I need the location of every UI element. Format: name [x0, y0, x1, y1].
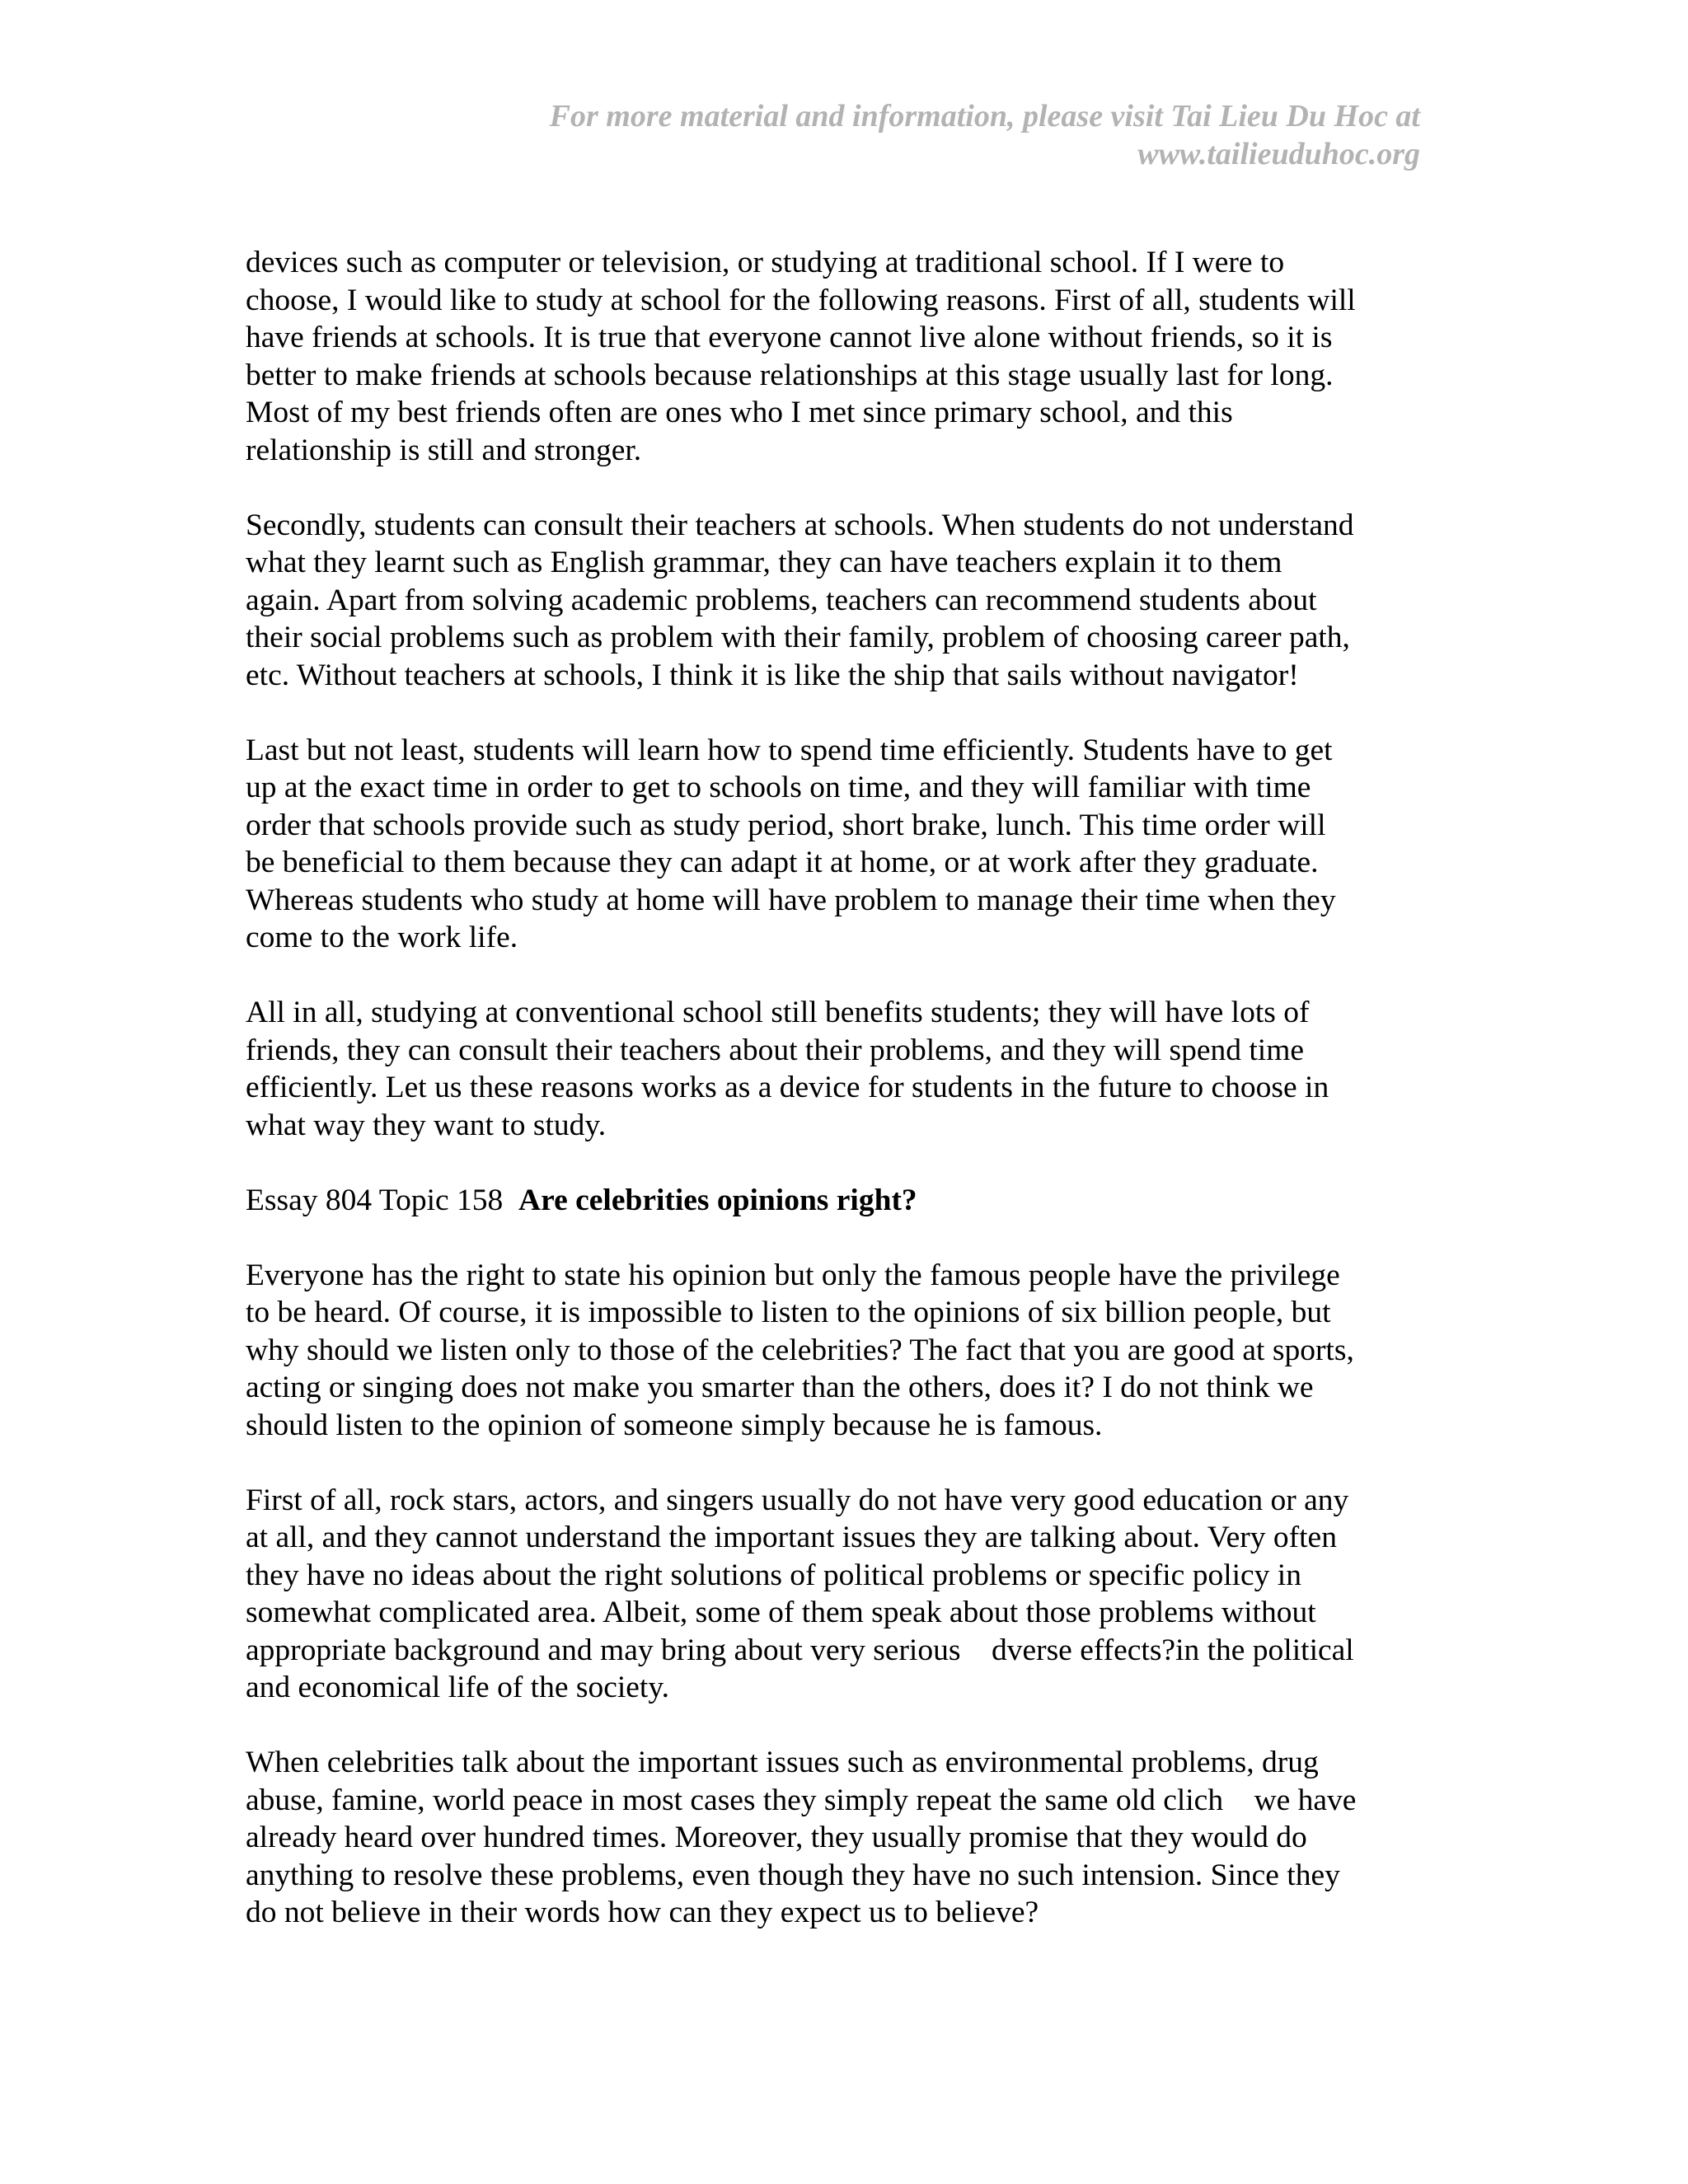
- essay-heading-line: [246, 1182, 1432, 1220]
- essay-title: Are celebrities opinions right?: [518, 1183, 917, 1217]
- text-line: should listen to the opinion of someone simply because he is famous.: [246, 1408, 1103, 1442]
- text-line: choose, I would like to study at school for the following reasons. First of all, students will: [246, 283, 1356, 317]
- text-line: why should we listen only to those of the celebrities? The fact that you are good at sports,: [246, 1333, 1354, 1367]
- text-line: devices such as computer or television, or studying at traditional school. If I were to: [246, 246, 1285, 279]
- paragraph-issues: [246, 1744, 1432, 1932]
- paragraph-friends: [246, 244, 1432, 469]
- text-line: again. Apart from solving academic problems, teachers can recommend students about: [246, 583, 1317, 617]
- text-line: they have no ideas about the right solutions of political problems or specific policy in: [246, 1558, 1301, 1592]
- text-line: and economical life of the society.: [246, 1671, 670, 1704]
- page-header: [349, 97, 1420, 173]
- text-line: what they learnt such as English grammar, they can have teachers explain it to them: [246, 546, 1282, 579]
- text-line: already heard over hundred times. Moreover, they usually promise that they would do: [246, 1821, 1307, 1854]
- text-line: better to make friends at schools because relationships at this stage usually last for long.: [246, 358, 1334, 392]
- header-website: www.tailieuduhoc.org: [1137, 137, 1420, 171]
- text-line: When celebrities talk about the important issues such as environmental problems, drug: [246, 1746, 1319, 1779]
- essay-number: Essay 804 Topic 158: [246, 1183, 504, 1217]
- paragraph-intro: [246, 1257, 1432, 1445]
- paragraph-teachers: [246, 507, 1432, 695]
- text-line: Whereas students who study at home will have problem to manage their time when they: [246, 883, 1336, 917]
- paragraph-conclusion: [246, 994, 1432, 1144]
- document-body: [246, 244, 1432, 1969]
- text-line: abuse, famine, world peace in most cases they simply repeat the same old clich we have: [246, 1783, 1357, 1817]
- text-line: First of all, rock stars, actors, and singers usually do not have very good education or any: [246, 1483, 1349, 1517]
- text-line: Secondly, students can consult their teachers at schools. When students do not understand: [246, 508, 1354, 542]
- text-line: somewhat complicated area. Albeit, some of them speak about those problems without: [246, 1596, 1316, 1629]
- text-line: what way they want to study.: [246, 1108, 607, 1142]
- text-line: come to the work life.: [246, 921, 518, 954]
- essay-heading: [246, 1182, 1432, 1220]
- text-line: appropriate background and may bring about very serious dverse effects?in the political: [246, 1633, 1354, 1667]
- text-line: Last but not least, students will learn how to spend time efficiently. Students have to get: [246, 733, 1333, 767]
- text-line: anything to resolve these problems, even though they have no such intension. Since they: [246, 1858, 1340, 1892]
- text-line: at all, and they cannot understand the important issues they are talking about. Very often: [246, 1521, 1337, 1554]
- text-line: etc. Without teachers at schools, I think it is like the ship that sails without navigator!: [246, 658, 1299, 692]
- text-line: their social problems such as problem with their family, problem of choosing career path,: [246, 621, 1350, 654]
- header-line-1: For more material and information, please visit Tai Lieu Du Hoc at: [549, 99, 1420, 134]
- text-line: Everyone has the right to state his opinion but only the famous people have the privilege: [246, 1258, 1340, 1292]
- text-line: Most of my best friends often are ones who I met since primary school, and this: [246, 396, 1233, 429]
- paragraph-time: [246, 732, 1432, 957]
- text-line: acting or singing does not make you smarter than the others, does it? I do not think we: [246, 1371, 1314, 1404]
- text-line: to be heard. Of course, it is impossible to listen to the opinions of six billion people, but: [246, 1296, 1331, 1329]
- text-line: have friends at schools. It is true that everyone cannot live alone without friends, so it is: [246, 321, 1333, 354]
- text-line: efficiently. Let us these reasons works as a device for students in the future to choose in: [246, 1071, 1329, 1104]
- text-line: be beneficial to them because they can adapt it at home, or at work after they graduate.: [246, 846, 1319, 879]
- text-line: do not believe in their words how can they expect us to believe?: [246, 1896, 1039, 1929]
- text-line: friends, they can consult their teachers about their problems, and they will spend time: [246, 1033, 1305, 1067]
- text-line: up at the exact time in order to get to schools on time, and they will familiar with time: [246, 771, 1311, 804]
- text-line: All in all, studying at conventional school still benefits students; they will have lots of: [246, 996, 1310, 1029]
- paragraph-education: [246, 1482, 1432, 1707]
- text-line: relationship is still and stronger.: [246, 433, 642, 467]
- text-line: order that schools provide such as study period, short brake, lunch. This time order will: [246, 808, 1326, 842]
